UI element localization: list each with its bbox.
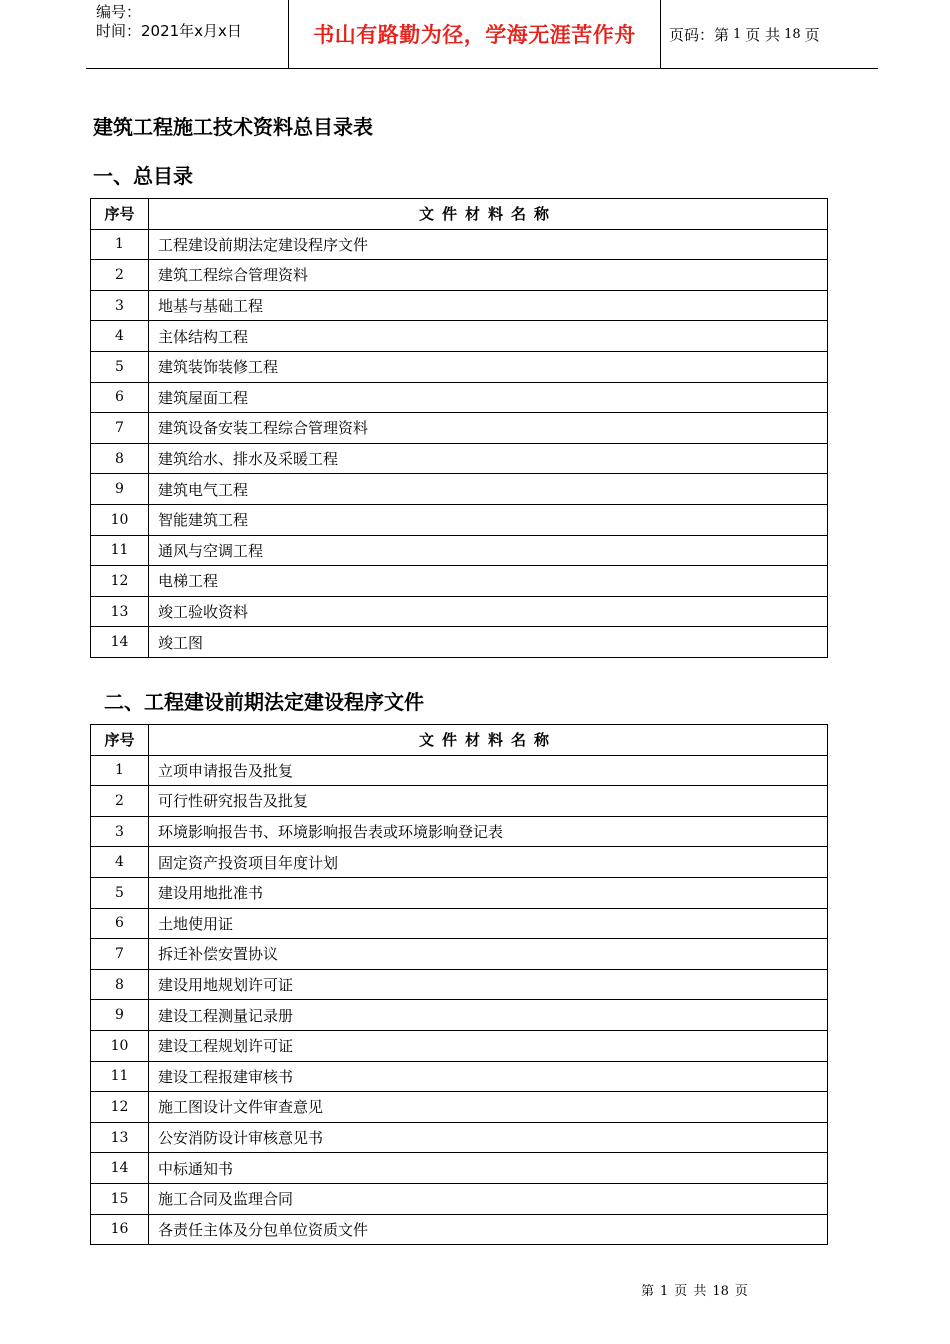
table-row (91, 474, 828, 505)
col-header-name: 文件材料名称 (149, 725, 828, 756)
row-number: 10 (91, 504, 149, 535)
table-row (91, 443, 828, 474)
page-header (86, 0, 878, 69)
table-row (91, 566, 828, 597)
row-document-name: 主体结构工程 (149, 321, 828, 352)
row-document-name: 可行性研究报告及批复 (149, 786, 828, 817)
row-document-name: 建筑工程综合管理资料 (149, 260, 828, 291)
row-number: 15 (91, 1183, 149, 1214)
row-number: 11 (91, 1061, 149, 1092)
table-row (91, 290, 828, 321)
table-row (91, 969, 828, 1000)
row-document-name: 土地使用证 (149, 908, 828, 939)
row-number: 9 (91, 1000, 149, 1031)
row-document-name: 固定资产投资项目年度计划 (149, 847, 828, 878)
row-number: 5 (91, 877, 149, 908)
row-number: 13 (91, 596, 149, 627)
row-document-name: 建设用地批准书 (149, 877, 828, 908)
table-row (91, 535, 828, 566)
row-number: 1 (91, 229, 149, 260)
row-number: 12 (91, 1092, 149, 1123)
row-document-name: 通风与空调工程 (149, 535, 828, 566)
general-catalog-table (90, 198, 828, 658)
footer-word-ye: 页 (674, 1284, 688, 1299)
row-document-name: 智能建筑工程 (149, 504, 828, 535)
row-number: 5 (91, 351, 149, 382)
table-row (91, 1000, 828, 1031)
row-document-name: 建筑电气工程 (149, 474, 828, 505)
table-row (91, 1183, 828, 1214)
row-number: 6 (91, 382, 149, 413)
row-document-name: 公安消防设计审核意见书 (149, 1122, 828, 1153)
row-number: 7 (91, 413, 149, 444)
row-document-name: 建设工程报建审核书 (149, 1061, 828, 1092)
footer-word-di: 第 (641, 1284, 655, 1299)
row-number: 7 (91, 939, 149, 970)
row-number: 6 (91, 908, 149, 939)
table-row (91, 939, 828, 970)
row-number: 14 (91, 627, 149, 658)
page-total: 18 (784, 26, 801, 42)
table-row (91, 321, 828, 352)
row-number: 11 (91, 535, 149, 566)
page-mid: 页 共 (745, 25, 781, 44)
row-document-name: 建筑装饰装修工程 (149, 351, 828, 382)
footer-word-gong: 共 (693, 1284, 707, 1299)
row-number: 1 (91, 755, 149, 786)
document-title: 建筑工程施工技术资料总目录表 (93, 115, 373, 139)
footer-word-ye2: 页 (734, 1284, 748, 1299)
pre-construction-documents-table (90, 724, 828, 1245)
row-number: 2 (91, 786, 149, 817)
footer-current-page: 1 (660, 1284, 669, 1299)
row-document-name: 工程建设前期法定建设程序文件 (149, 229, 828, 260)
table-row (91, 1122, 828, 1153)
table-row (91, 1030, 828, 1061)
row-document-name: 建设工程规划许可证 (149, 1030, 828, 1061)
row-document-name: 建设工程测量记录册 (149, 1000, 828, 1031)
row-number: 4 (91, 321, 149, 352)
table-row (91, 877, 828, 908)
table-row (91, 229, 828, 260)
row-document-name: 环境影响报告书、环境影响报告表或环境影响登记表 (149, 816, 828, 847)
row-number: 13 (91, 1122, 149, 1153)
page-suffix: 页 (804, 25, 820, 44)
table-row (91, 1061, 828, 1092)
header-motto: 书山有路勤为径，学海无涯苦作舟 (288, 0, 661, 68)
document-date: 时间：2021年x月x日 (96, 22, 242, 40)
table-row (91, 627, 828, 658)
page-prefix: 页码：第 (669, 25, 730, 44)
table-row (91, 382, 828, 413)
table-row (91, 351, 828, 382)
col-header-number: 序号 (91, 199, 149, 230)
row-document-name: 各责任主体及分包单位资质文件 (149, 1214, 828, 1245)
footer-total-pages: 18 (712, 1284, 729, 1299)
table-row (91, 847, 828, 878)
row-number: 3 (91, 290, 149, 321)
table-row (91, 786, 828, 817)
row-number: 3 (91, 816, 149, 847)
row-document-name: 中标通知书 (149, 1153, 828, 1184)
row-number: 16 (91, 1214, 149, 1245)
table-row (91, 1153, 828, 1184)
row-number: 10 (91, 1030, 149, 1061)
row-document-name: 竣工验收资料 (149, 596, 828, 627)
document-number-label: 编号： (96, 3, 142, 21)
table-header-row (91, 199, 828, 230)
table-row (91, 504, 828, 535)
page-current: 1 (733, 26, 742, 42)
row-document-name: 施工图设计文件审查意见 (149, 1092, 828, 1123)
col-header-name: 文件材料名称 (149, 199, 828, 230)
section-2-title: 二、工程建设前期法定建设程序文件 (104, 690, 424, 714)
table-header-row (91, 725, 828, 756)
row-document-name: 建设用地规划许可证 (149, 969, 828, 1000)
row-document-name: 建筑给水、排水及采暖工程 (149, 443, 828, 474)
row-document-name: 竣工图 (149, 627, 828, 658)
row-number: 8 (91, 443, 149, 474)
row-number: 2 (91, 260, 149, 291)
col-header-number: 序号 (91, 725, 149, 756)
table-row (91, 1214, 828, 1245)
row-number: 4 (91, 847, 149, 878)
row-number: 8 (91, 969, 149, 1000)
row-document-name: 拆迁补偿安置协议 (149, 939, 828, 970)
table-row (91, 1092, 828, 1123)
page-footer (638, 1280, 751, 1299)
header-meta (86, 0, 288, 68)
table-row (91, 755, 828, 786)
table-row (91, 908, 828, 939)
row-number: 12 (91, 566, 149, 597)
row-document-name: 建筑设备安装工程综合管理资料 (149, 413, 828, 444)
row-number: 14 (91, 1153, 149, 1184)
table-body (91, 755, 828, 1245)
table-body (91, 229, 828, 657)
header-page-info (661, 0, 878, 68)
table-row (91, 596, 828, 627)
row-document-name: 建筑屋面工程 (149, 382, 828, 413)
row-document-name: 电梯工程 (149, 566, 828, 597)
table-row (91, 260, 828, 291)
row-number: 9 (91, 474, 149, 505)
section-1-title: 一、总目录 (93, 164, 193, 188)
row-document-name: 施工合同及监理合同 (149, 1183, 828, 1214)
row-document-name: 地基与基础工程 (149, 290, 828, 321)
table-row (91, 816, 828, 847)
table-row (91, 413, 828, 444)
row-document-name: 立项申请报告及批复 (149, 755, 828, 786)
